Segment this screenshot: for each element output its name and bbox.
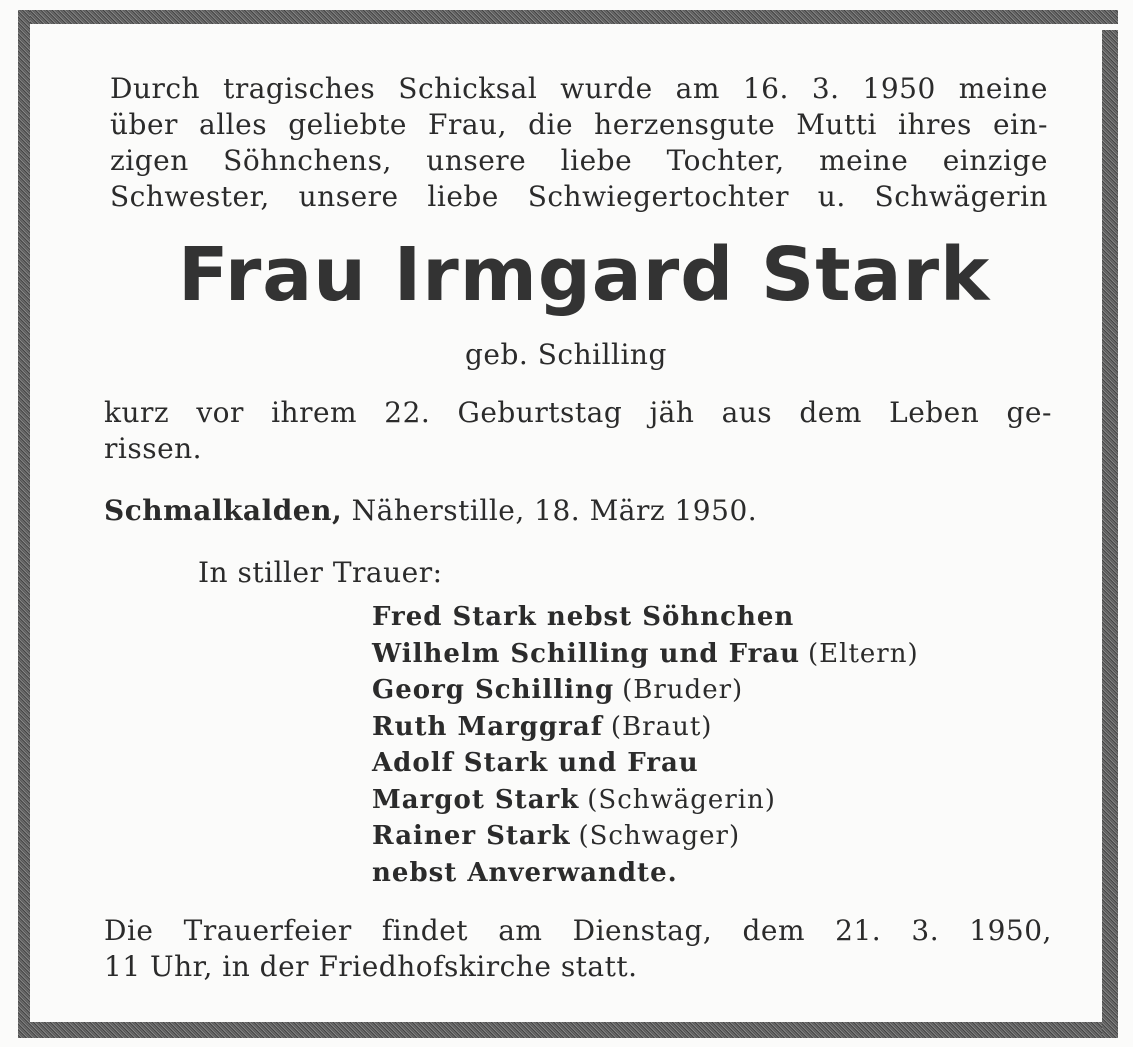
word: unsere bbox=[426, 144, 527, 177]
mourner-name: Rainer Stark bbox=[372, 821, 571, 851]
word: ge- bbox=[1006, 396, 1052, 429]
word: u. bbox=[817, 180, 846, 213]
border-top bbox=[18, 10, 1118, 24]
word: unsere bbox=[298, 180, 399, 213]
mourner-line bbox=[372, 602, 794, 632]
mourner-line bbox=[372, 858, 678, 888]
word: Die bbox=[104, 914, 154, 947]
word: ihres bbox=[898, 108, 972, 141]
mourner-line bbox=[372, 821, 740, 851]
funeral-line-2: 11 Uhr, in der Friedhofskirche statt. bbox=[104, 950, 638, 983]
word: Leben bbox=[889, 396, 980, 429]
border-bottom bbox=[18, 1022, 1118, 1038]
word: wurde bbox=[560, 72, 653, 105]
mourner-relation: (Braut) bbox=[610, 711, 713, 742]
word: Schicksal bbox=[398, 72, 538, 105]
word: tragisches bbox=[223, 72, 376, 105]
mourner-name: Adolf Stark und Frau bbox=[372, 748, 699, 778]
word: jäh bbox=[649, 396, 695, 429]
word: liebe bbox=[427, 180, 499, 213]
mourner-name: Fred Stark nebst Söhnchen bbox=[372, 602, 795, 632]
border-right bbox=[1102, 30, 1118, 1038]
word: Geburtstag bbox=[457, 396, 623, 429]
word: 16. bbox=[742, 72, 789, 105]
word: 21. bbox=[835, 914, 882, 947]
word: Dienstag, bbox=[572, 914, 713, 947]
word: Trauerfeier bbox=[183, 914, 352, 947]
mourner-name: nebst Anverwandte. bbox=[372, 857, 678, 888]
place-date bbox=[104, 494, 757, 527]
mourner-relation: (Schwägerin) bbox=[587, 784, 776, 815]
word: alles bbox=[199, 108, 268, 141]
word: 3. bbox=[811, 72, 840, 105]
mourner-name: Margot Stark bbox=[372, 784, 580, 815]
mourner-line bbox=[372, 675, 743, 705]
funeral-line-1 bbox=[104, 914, 1052, 947]
deceased-name: Frau Irmgard Stark bbox=[178, 232, 991, 318]
word: 1950 bbox=[862, 72, 936, 105]
mourner-line bbox=[372, 748, 699, 778]
mourner-relation: (Schwager) bbox=[578, 821, 741, 851]
word: 1950, bbox=[969, 914, 1052, 947]
word: ein- bbox=[992, 108, 1048, 141]
word: Söhnchens, bbox=[223, 144, 392, 177]
word: dem bbox=[799, 396, 862, 429]
word: Mutti bbox=[796, 108, 877, 141]
word: ihrem bbox=[271, 396, 358, 429]
word: liebe bbox=[560, 144, 633, 177]
word: aus bbox=[721, 396, 773, 429]
mourner-line bbox=[372, 785, 776, 815]
intro-line-3 bbox=[110, 144, 1048, 177]
word: am bbox=[498, 914, 543, 947]
intro-line-4 bbox=[110, 180, 1048, 213]
word: dem bbox=[742, 914, 805, 947]
word: Durch bbox=[110, 72, 201, 105]
word: 3. bbox=[911, 914, 940, 947]
word: Schwägerin bbox=[874, 180, 1048, 213]
mourner-name: Wilhelm Schilling und Frau bbox=[372, 638, 801, 669]
word: einzige bbox=[942, 144, 1048, 177]
word: am bbox=[675, 72, 720, 105]
word: Frau, bbox=[428, 108, 507, 141]
date: Näherstille, 18. März 1950. bbox=[351, 494, 758, 527]
intro-line-1 bbox=[110, 72, 1048, 105]
mourner-line bbox=[372, 639, 919, 669]
birth-name: geb. Schilling bbox=[465, 338, 667, 371]
word: herzensgute bbox=[594, 108, 776, 141]
mourner-relation: (Bruder) bbox=[622, 675, 744, 705]
mourner-name: Ruth Marggraf bbox=[372, 711, 603, 742]
mourner-relation: (Eltern) bbox=[808, 638, 919, 669]
word: die bbox=[528, 108, 574, 141]
word: Schwester, bbox=[110, 180, 270, 213]
place: Schmalkalden, bbox=[104, 494, 343, 527]
word: findet bbox=[381, 914, 469, 947]
word: meine bbox=[958, 72, 1048, 105]
word: vor bbox=[196, 396, 244, 429]
word: über bbox=[110, 108, 178, 141]
border-left bbox=[18, 10, 30, 1038]
word: Tochter, bbox=[666, 144, 785, 177]
word: zigen bbox=[110, 144, 189, 177]
word: Schwiegertochter bbox=[527, 180, 789, 213]
mourner-line bbox=[372, 712, 712, 742]
intro-line-2 bbox=[110, 108, 1048, 141]
word: meine bbox=[819, 144, 909, 177]
word: kurz bbox=[104, 396, 170, 429]
passing-line-2: rissen. bbox=[104, 432, 203, 465]
word: 22. bbox=[384, 396, 431, 429]
mourning-heading: In stiller Trauer: bbox=[198, 556, 443, 589]
word: geliebte bbox=[288, 108, 407, 141]
passing-line-1 bbox=[104, 396, 1052, 429]
mourner-name: Georg Schilling bbox=[372, 675, 615, 705]
